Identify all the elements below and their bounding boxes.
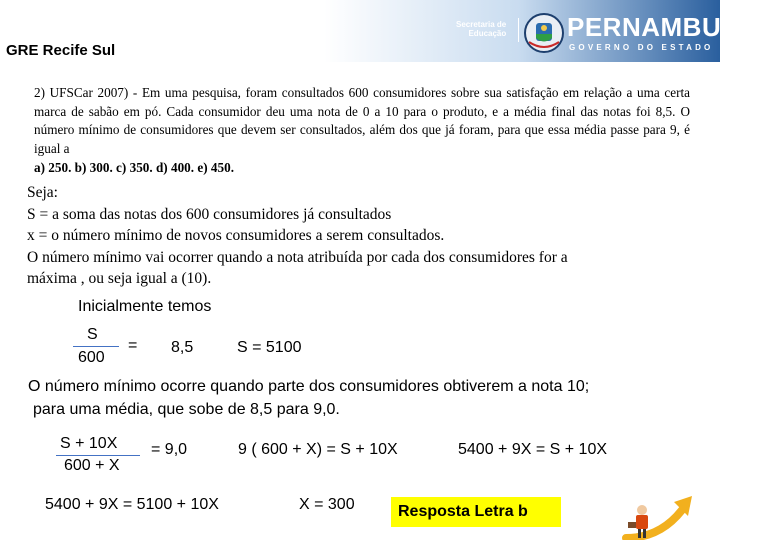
equals-sign: = [128, 337, 138, 354]
fraction2-line [56, 455, 140, 456]
target-average: = 9,0 [151, 441, 188, 458]
solution-line: x = o número mínimo de novos consumidores a serem consultados. [27, 227, 445, 244]
fraction1-numerator: S [87, 326, 98, 343]
fraction1-denominator: 600 [78, 349, 105, 366]
fraction1-line [73, 346, 119, 347]
equation-step2: 5400 + 9X = S + 10X [458, 441, 608, 458]
state-crest-icon [523, 12, 565, 54]
solution-line: Seja: [27, 184, 58, 201]
fraction2-numerator: S + 10X [60, 435, 118, 452]
initially-label: Inicialmente temos [78, 298, 212, 315]
equation-step1: 9 ( 600 + X) = S + 10X [238, 441, 398, 458]
brand-subtitle: GOVERNO DO ESTADO [569, 43, 714, 52]
header-banner [0, 0, 761, 62]
equation-step3: 5400 + 9X = 5100 + 10X [45, 496, 219, 513]
x-result: X = 300 [299, 496, 355, 513]
explanation-line: para uma média, que sobe de 8,5 para 9,0. [33, 401, 340, 418]
brand-title: PERNAMBUCO [567, 12, 761, 42]
answer-box: Resposta Letra b [391, 497, 561, 527]
solution-text [27, 182, 697, 290]
fraction2-denominator: 600 + X [64, 457, 120, 474]
sum-result: S = 5100 [237, 339, 302, 356]
solution-line: S = a soma das notas dos 600 consumidores já consultados [27, 205, 392, 223]
explanation-line: O número mínimo ocorre quando parte dos consumidores obtiverem a nota 10; [28, 378, 590, 395]
question-options: a) 250. b) 300. c) 350. d) 400. e) 450. [34, 160, 234, 175]
solution-line: máxima , ou seja igual a (10). [27, 270, 212, 287]
gre-label: GRE Recife Sul [6, 42, 116, 59]
businessman-arrow-icon [620, 488, 702, 540]
solution-line: O número mínimo vai ocorrer quando a nota atribuída por cada dos consumidores for a [27, 248, 568, 266]
average-value: 8,5 [171, 339, 194, 356]
divider [518, 18, 519, 42]
question-text: 2) UFSCar 2007) - Em uma pesquisa, foram consultados 600 consumidores sobre sua satisfação em relação a uma certa marca de sabão em pó. Cada consumidor deu uma nota de 0 a 10 para o produto, e a média final das notas foi 8,5. O número mínimo de consumidores que devem ser consultados, além dos que já foram, para que essa média passe para 9, é igual a [34, 85, 690, 156]
secretaria-label: Secretaria de Educação [456, 20, 507, 38]
